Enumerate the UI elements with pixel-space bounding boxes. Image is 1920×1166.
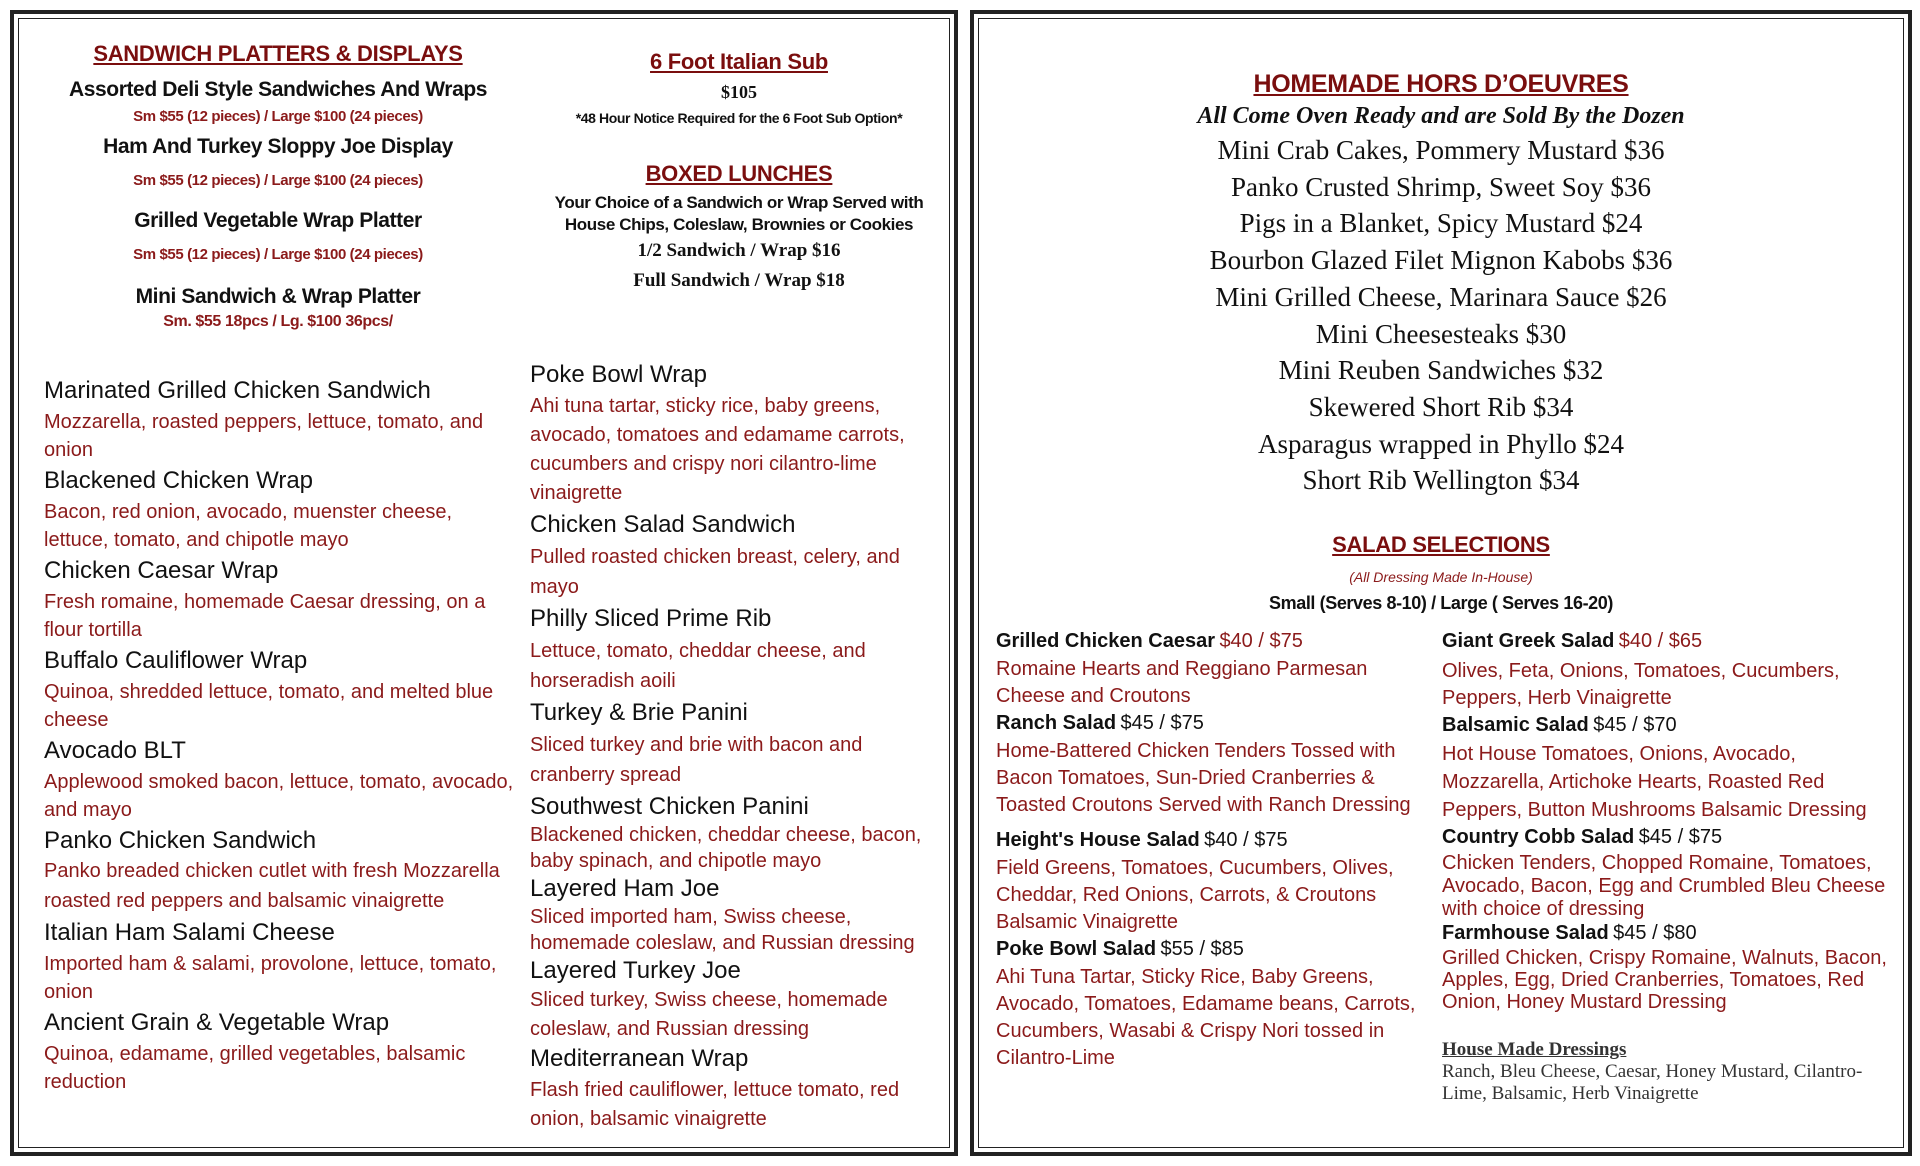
sandwich-name: Layered Ham Joe xyxy=(530,875,720,902)
sandwich-name: Turkey & Brie Panini xyxy=(530,699,748,726)
sandwich-desc: Quinoa, edamame, grilled vegetables, balsamic reduction xyxy=(44,1043,466,1093)
sandwich-desc: Bacon, red onion, avocado, muenster cheese, lettuce, tomato, and chipotle mayo xyxy=(44,501,453,551)
sub-and-boxed-section xyxy=(534,48,944,294)
salad-item xyxy=(996,710,1436,738)
salad-item xyxy=(1442,712,1892,740)
sandwich-name: Poke Bowl Wrap xyxy=(530,361,707,388)
platter-price: Sm $55 (12 pieces) / Large $100 (24 pieces) xyxy=(133,108,423,125)
sandwich-name: Philly Sliced Prime Rib xyxy=(530,605,772,632)
sandwich-desc: Pulled roasted chicken breast, celery, and mayo xyxy=(530,546,900,598)
salad-name: Country Cobb Salad xyxy=(1442,826,1635,848)
salad-price: $45 / $80 xyxy=(1613,922,1697,944)
boxed-lunch-half: 1/2 Sandwich / Wrap $16 xyxy=(637,240,841,261)
sandwich-name: Chicken Salad Sandwich xyxy=(530,511,796,538)
platters-section xyxy=(38,40,518,333)
salad-desc: Hot House Tomatoes, Onions, Avocado, Mozzarella, Artichoke Hearts, Roasted Red Peppers, Button Mushrooms Balsamic Dressing xyxy=(1442,743,1867,821)
hors-item: Skewered Short Rib $34 xyxy=(1308,391,1574,422)
salad-name: Ranch Salad xyxy=(996,712,1117,734)
sandwich-list-right xyxy=(530,360,948,1134)
salad-name: Poke Bowl Salad xyxy=(996,938,1157,960)
salad-name: Balsamic Salad xyxy=(1442,714,1589,736)
salad-item xyxy=(1442,824,1892,852)
salad-price: $40 / $75 xyxy=(1204,829,1288,851)
sandwich-name: Blackened Chicken Wrap xyxy=(44,467,314,494)
salad-price: $45 / $75 xyxy=(1638,826,1723,848)
platter-price: Sm $55 (12 pieces) / Large $100 (24 pieces) xyxy=(133,246,423,263)
sandwich-desc: Ahi tuna tartar, sticky rice, baby greens, avocado, tomatoes and edamame carrots, cucumbers and crispy nori cilantro-lime vinaigrette xyxy=(530,395,905,504)
platter-price: Sm $55 (12 pieces) / Large $100 (24 pieces) xyxy=(133,172,423,189)
platter-name: Mini Sandwich & Wrap Platter xyxy=(135,285,421,308)
sandwich-name: Avocado BLT xyxy=(44,737,186,764)
italian-sub-price: $105 xyxy=(721,82,757,102)
salad-name: Height's House Salad xyxy=(996,829,1200,851)
boxed-lunches-description: Your Choice of a Sandwich or Wrap Served with House Chips, Coleslaw, Brownies or Cookies xyxy=(554,193,924,234)
platter-price: Sm. $55 18pcs / Lg. $100 36pcs/ xyxy=(163,313,393,330)
sandwich-desc: Sliced turkey, Swiss cheese, homemade coleslaw, and Russian dressing xyxy=(530,989,888,1040)
salad-name: Grilled Chicken Caesar xyxy=(996,630,1215,652)
sandwich-desc: Mozzarella, roasted peppers, lettuce, tomato, and onion xyxy=(44,411,484,461)
hors-item: Pigs in a Blanket, Spicy Mustard $24 xyxy=(1239,208,1643,239)
sandwich-desc: Panko breaded chicken cutlet with fresh Mozzarella roasted red peppers and balsamic vinaigrette xyxy=(44,860,500,912)
hors-item: Asparagus wrapped in Phyllo $24 xyxy=(1258,428,1624,459)
salad-price: $45 / $70 xyxy=(1593,714,1677,736)
dressings-list: Ranch, Bleu Cheese, Caesar, Honey Mustard, Cilantro-Lime, Balsamic, Herb Vinaigrette xyxy=(1442,1061,1863,1104)
sandwich-name: Marinated Grilled Chicken Sandwich xyxy=(44,377,431,404)
sandwich-name: Chicken Caesar Wrap xyxy=(44,557,279,584)
salad-sizes: Small (Serves 8-10) / Large ( Serves 16-20) xyxy=(1269,593,1613,613)
sandwich-desc: Applewood smoked bacon, lettuce, tomato, avocado, and mayo xyxy=(44,771,514,821)
sandwich-desc: Quinoa, shredded lettuce, tomato, and melted blue cheese xyxy=(44,681,494,731)
sandwich-name: Buffalo Cauliflower Wrap xyxy=(44,647,308,674)
hors-list xyxy=(994,132,1888,499)
salad-name: Farmhouse Salad xyxy=(1442,922,1609,944)
sandwich-name: Southwest Chicken Panini xyxy=(530,793,809,820)
sandwich-name: Panko Chicken Sandwich xyxy=(44,827,317,854)
hors-item: Mini Reuben Sandwiches $32 xyxy=(1278,355,1604,386)
sandwich-desc: Blackened chicken, cheddar cheese, bacon, baby spinach, and chipotle mayo xyxy=(530,824,922,872)
salad-price: $40 / $65 xyxy=(1618,630,1703,652)
salad-price: $40 / $75 xyxy=(1219,630,1303,652)
salad-desc: Home-Battered Chicken Tenders Tossed with Bacon Tomatoes, Sun-Dried Cranberries & Toasted Croutons Served with Ranch Dressing xyxy=(996,740,1411,816)
platter-name: Grilled Vegetable Wrap Platter xyxy=(134,209,422,232)
sandwich-name: Mediterranean Wrap xyxy=(530,1045,749,1072)
salad-title: SALAD SELECTIONS xyxy=(1332,532,1550,557)
hors-item: Panko Crusted Shrimp, Sweet Soy $36 xyxy=(1230,171,1651,202)
hors-doeuvres-section xyxy=(994,68,1888,499)
salad-price: $45 / $75 xyxy=(1120,712,1204,734)
sandwich-desc: Lettuce, tomato, cheddar cheese, and horseradish aoili xyxy=(530,640,866,692)
boxed-lunches-title: BOXED LUNCHES xyxy=(645,161,833,186)
salad-list-right xyxy=(1442,628,1892,1105)
salad-header xyxy=(994,530,1888,616)
hors-item: Mini Grilled Cheese, Marinara Sauce $26 xyxy=(1215,281,1667,312)
sandwich-name: Italian Ham Salami Cheese xyxy=(44,919,335,946)
dressings-title: House Made Dressings xyxy=(1442,1039,1627,1060)
salad-item xyxy=(1442,628,1892,656)
sandwich-desc: Sliced imported ham, Swiss cheese, homemade coleslaw, and Russian dressing xyxy=(530,906,915,954)
sandwich-desc: Sliced turkey and brie with bacon and cranberry spread xyxy=(530,734,863,786)
salad-list-left xyxy=(996,628,1436,1072)
hors-item: Mini Cheesesteaks $30 xyxy=(1315,318,1567,349)
sandwich-name: Layered Turkey Joe xyxy=(530,957,741,984)
sandwich-desc: Flash fried cauliflower, lettuce tomato, red onion, balsamic vinaigrette xyxy=(530,1079,900,1130)
salad-item xyxy=(996,936,1436,964)
salad-desc: Romaine Hearts and Reggiano Parmesan Cheese and Croutons xyxy=(996,658,1368,707)
sandwich-desc: Fresh romaine, homemade Caesar dressing, on a flour tortilla xyxy=(44,591,486,641)
sandwich-desc: Imported ham & salami, provolone, lettuce, tomato, onion xyxy=(44,953,497,1003)
salad-note: (All Dressing Made In-House) xyxy=(1349,569,1533,585)
salad-desc: Ahi Tuna Tartar, Sticky Rice, Baby Greens, Avocado, Tomatoes, Edamame beans, Carrots, Cucumbers, Wasabi & Crispy Nori tossed in Cilantro-Lime xyxy=(996,966,1416,1069)
platter-name: Assorted Deli Style Sandwiches And Wraps xyxy=(68,78,488,101)
hors-subtitle: All Come Oven Ready and are Sold By the Dozen xyxy=(1197,103,1685,129)
hors-title: HOMEMADE HORS D’OEUVRES xyxy=(1253,70,1629,98)
salad-name: Giant Greek Salad xyxy=(1442,630,1615,652)
sandwich-list-left xyxy=(44,376,514,1096)
hors-item: Mini Crab Cakes, Pommery Mustard $36 xyxy=(1217,135,1665,165)
salad-desc: Olives, Feta, Onions, Tomatoes, Cucumbers, Peppers, Herb Vinaigrette xyxy=(1442,660,1840,709)
salad-desc: Grilled Chicken, Crispy Romaine, Walnuts, Bacon, Apples, Egg, Dried Cranberries, Tomatoes, Red Onion, Honey Mustard Dressing xyxy=(1442,947,1887,1013)
salad-price: $55 / $85 xyxy=(1160,938,1244,960)
salad-item xyxy=(996,628,1436,656)
salad-desc: Chicken Tenders, Chopped Romaine, Tomatoes, Avocado, Bacon, Egg and Crumbled Bleu Cheese with choice of dressing xyxy=(1442,852,1886,920)
menu-page-sandwiches xyxy=(10,10,958,1156)
salad-item xyxy=(1442,921,1892,947)
platters-title: SANDWICH PLATTERS & DISPLAYS xyxy=(93,41,463,66)
sandwich-name: Ancient Grain & Vegetable Wrap xyxy=(44,1009,390,1036)
platter-name: Ham And Turkey Sloppy Joe Display xyxy=(103,135,453,158)
salad-item xyxy=(996,827,1436,855)
salad-desc: Field Greens, Tomatoes, Cucumbers, Olives, Cheddar, Red Onions, Carrots, & Croutons Balsamic Vinaigrette xyxy=(996,857,1394,933)
boxed-lunch-full: Full Sandwich / Wrap $18 xyxy=(633,270,845,291)
italian-sub-note: *48 Hour Notice Required for the 6 Foot Sub Option* xyxy=(575,110,903,126)
italian-sub-title: 6 Foot Italian Sub xyxy=(650,49,828,74)
hors-item: Bourbon Glazed Filet Mignon Kabobs $36 xyxy=(1209,245,1673,276)
hors-item: Short Rib Wellington $34 xyxy=(1302,465,1580,496)
menu-page-hors-and-salads xyxy=(970,10,1912,1156)
